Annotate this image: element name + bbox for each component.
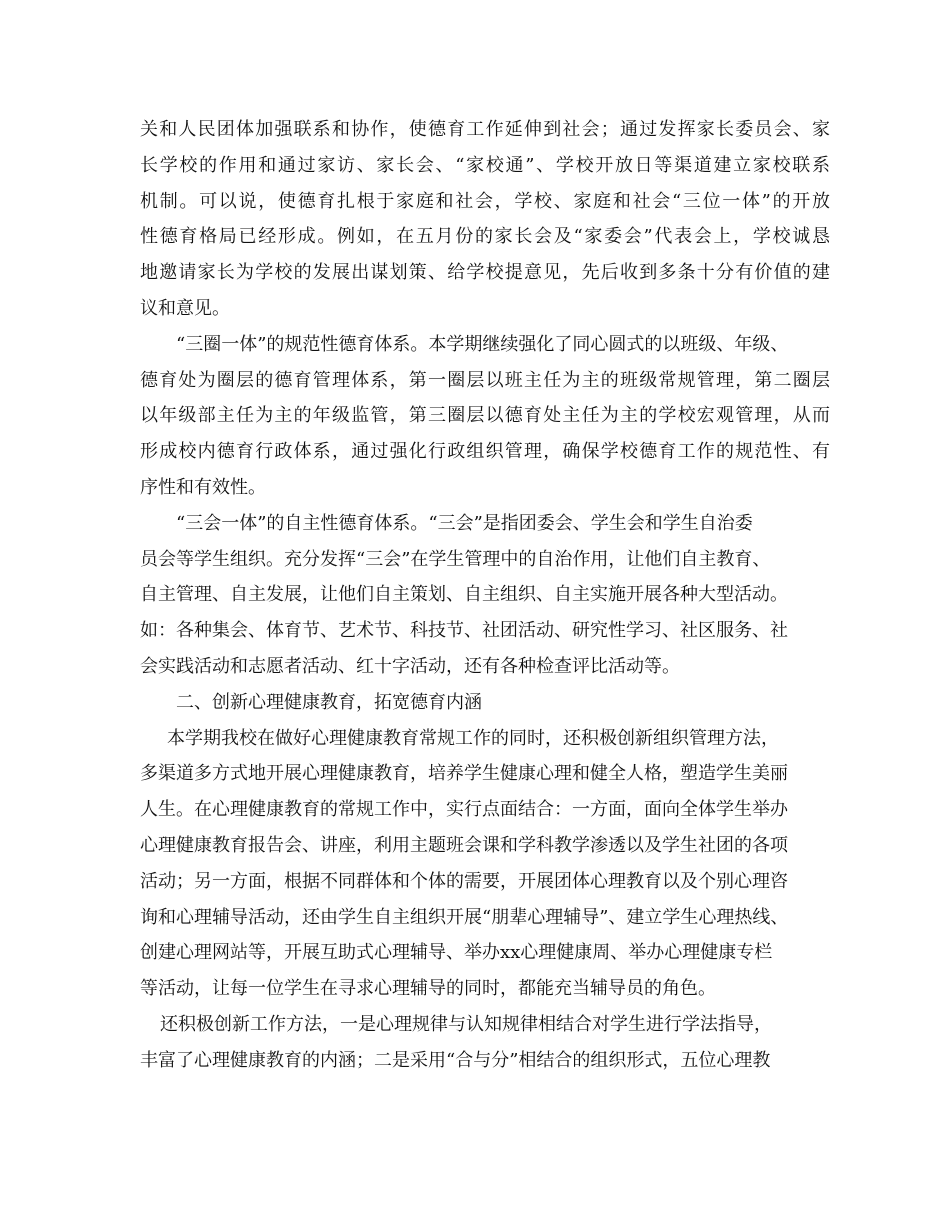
text-line: 关和人民团体加强联系和协作，使德育工作延伸到社会；通过发挥家长委员会、家 [140, 119, 830, 140]
text-line: 询和心理辅导活动，还由学生自主组织开展“朋辈心理辅导”、建立学生心理热线、 [140, 906, 789, 928]
text-line: 自主管理、自主发展，让他们自主策划、自主组织、自主实施开展各种大型活动。 [140, 584, 788, 606]
text-line: 德育处为圈层的德育管理体系，第一圈层以班主任为主的班级常规管理，第二圈层 [140, 369, 830, 391]
text-line: 机制。可以说，使德育扎根于家庭和社会，学校、家庭和社会“三位一体”的开放 [140, 190, 830, 212]
text-line: 创建心理网站等，开展互助式心理辅导、举办xx心理健康周、举办心理健康专栏 [140, 942, 773, 964]
text-line: 性德育格局已经形成。例如，在五月份的家长会及“家委会”代表会上，学校诚恳 [140, 226, 830, 248]
text-line: 如：各种集会、体育节、艺术节、科技节、社团活动、研究性学习、社区服务、社 [140, 620, 788, 642]
text-line: 长学校的作用和通过家访、家长会、“家校通”、学校开放日等渠道建立家校联系 [140, 154, 830, 176]
text-line: 序性和有效性。 [140, 476, 266, 498]
paragraph-first-line: “三圈一体”的规范性德育体系。本学期继续强化了同心圆式的以班级、年级、 [176, 333, 789, 355]
text-line: 活动；另一方面，根据不同群体和个体的需要，开展团体心理教育以及个别心理咨 [140, 870, 788, 892]
text-line: 员会等学生组织。充分发挥“三会”在学生管理中的自治作用，让他们自主教育、 [140, 548, 771, 570]
text-line: 等活动，让每一位学生在寻求心理辅导的同时，都能充当辅导员的角色。 [140, 978, 716, 1000]
text-line: 议和意见。 [140, 297, 230, 319]
text-line: 地邀请家长为学校的发展出谋划策、给学校提意见，先后收到多条十分有价值的建 [140, 262, 830, 284]
text-line: 多渠道多方式地开展心理健康教育，培养学生健康心理和健全人格，塑造学生美丽 [140, 763, 788, 785]
text-line: 形成校内德育行政体系，通过强化行政组织管理，确保学校德育工作的规范性、有 [140, 441, 830, 463]
paragraph-first-line: “三会一体”的自主性德育体系。“三会”是指团委会、学生会和学生自治委 [176, 512, 753, 534]
paragraph-first-line: 还积极创新工作方法，一是心理规律与认知规律相结合对学生进行学法指导， [160, 1013, 772, 1035]
text-line: 以年级部主任为主的年级监管，第三圈层以德育处主任为主的学校宏观管理，从而 [140, 405, 830, 427]
text-line: 心理健康教育报告会、讲座，利用主题班会课和学科教学渗透以及学生社团的各项 [140, 834, 788, 856]
text-line: 会实践活动和志愿者活动、红十字活动，还有各种检查评比活动等。 [140, 655, 680, 677]
text-line: 丰富了心理健康教育的内涵；二是采用“合与分”相结合的组织形式，五位心理教 [140, 1049, 771, 1071]
document-body [140, 112, 830, 1079]
text-line: 人生。在心理健康教育的常规工作中，实行点面结合：一方面，面向全体学生举办 [140, 799, 788, 821]
paragraph-first-line: 本学期我校在做好心理健康教育常规工作的同时，还积极创新组织管理方法， [167, 727, 779, 749]
section-heading: 二、创新心理健康教育，拓宽德育内涵 [176, 691, 482, 713]
